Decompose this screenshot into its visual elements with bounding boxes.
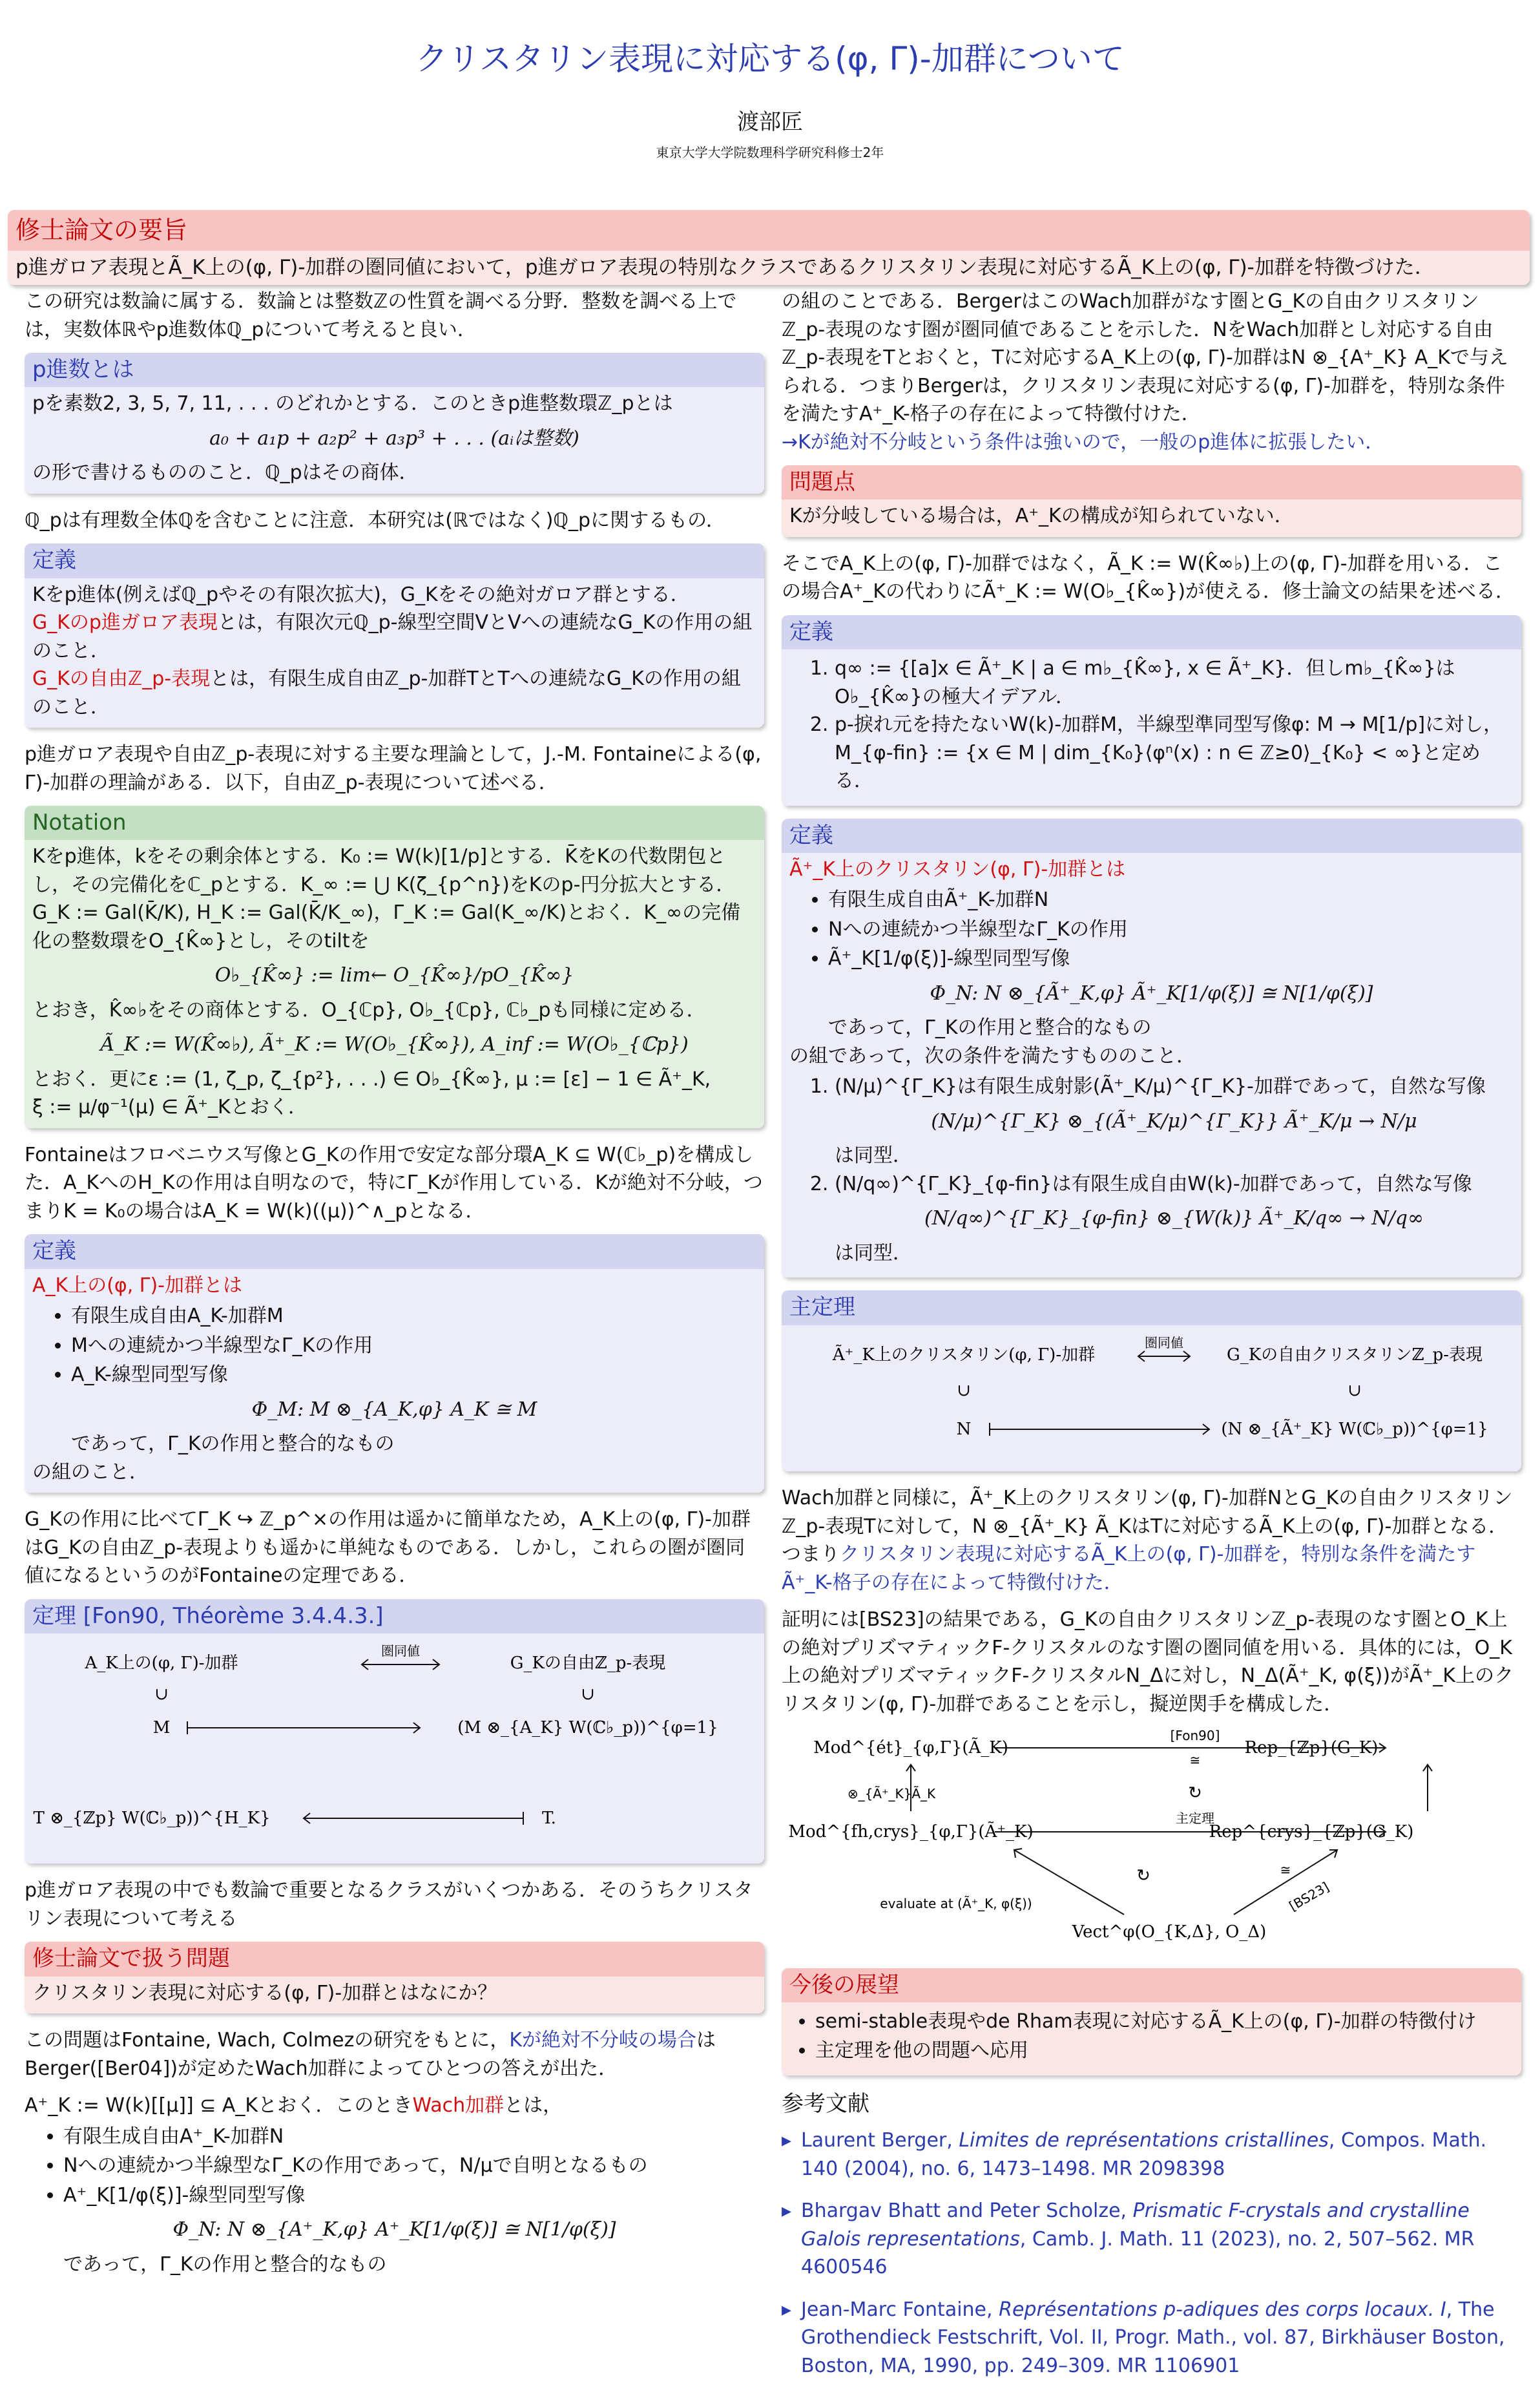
padic-line2: の形で書けるもののこと．ℚ_pはその商体． [32,461,419,485]
list-item: • Nへの連続かつ半線型なΓ_Kの作用であって，N/μで自明となるもの [63,2152,764,2180]
reference-authors: Laurent Berger, [801,2129,959,2152]
thm-ni-left: ∪ [154,1684,169,1704]
definition-block-2 [25,1234,764,1493]
result-text-highlight: クリスタリン表現に対応するÃ_K上の(φ, Γ)-加群を，特別な条件を満たすÃ⁺_K-格子の存在によって特徴付けた． [782,1543,1476,1594]
references-heading: 参考文献 [782,2090,869,2117]
berger-text-body: の組のことである．BergerはこのWach加群がなす圏とG_Kの自由クリスタリンℤ_p-表現のなす圏が圏同値であることを示した．NをWach加群とし対応する自由ℤ_p-表現をTとおくと，Tに対応するA_K上の(φ, Γ)-加群はN ⊗_{A⁺_K} A_Kで与えられる．つまりBergerは，クリスタリン表現に対応する(φ, Γ)-加群を，特別な条件を満たすA⁺_K-格子の存在によって特徴付けた． [782,290,1508,425]
diagram-fon-label: [Fon90] [1170,1728,1220,1744]
padic-block [25,353,764,494]
thm-arrow-label: 圏同値 [381,1643,420,1659]
def2-list [32,1302,756,1389]
approach-text: そこでA_K上の(φ, Γ)-加群ではなく，Ã_K := W(K̂∞♭)上の(φ, Γ)-加群を用いる．この場合A⁺_Kの代わりにÃ⁺_K := W(O♭_{K̂∞})が使える．修士論文の結果を述べる． [782,552,1515,604]
def3-list [789,655,1514,795]
list-item: • 有限生成自由Ã⁺_K-加群N [828,886,1514,914]
list-item: • 有限生成自由A_K-加群M [71,1302,756,1330]
left-column [25,288,764,2278]
author: 渡部匠 [737,109,803,135]
main-theorem-heading: 主定理 [782,1290,1521,1325]
reference-title: Limites de représentations cristallines [959,2129,1329,2152]
future-heading: 今後の展望 [782,1968,1521,2002]
main-right-top: G_Kの自由クリスタリンℤ_p-表現 [1226,1345,1483,1365]
frobenius-text: Fontaineはフロベニウス写像とG_Kの作用で安定な部分環A_K ⊆ W(ℂ♭_p)を構成した．A_KへのH_Kの作用は自明なので，特にΓ_Kが作用している．Kが絶対不分岐，つまりK = K₀の場合はA_K = W(k)((μ))^∧_pとなる． [25,1143,763,1223]
result-text-body: Wach加群と同様に，Ã⁺_K上のクリスタリン(φ, Γ)-加群NとG_Kの自由クリスタリンℤ_p-表現Tに対して，N ⊗_{Ã⁺_K} Ã_KはTに対応するÃ_K上の(φ, Γ)-加群となる．つまり [782,1487,1513,1566]
def4-equation: Φ_N: N ⊗_{Ã⁺_K,φ} Ã⁺_K[1/φ(ξ)] ≅ N[1/φ(ξ)] [930,982,1373,1005]
summary-body: p進ガロア表現とÃ_K上の(φ, Γ)-加群の圏同値において，p進ガロア表現の特別なクラスであるクリスタリン表現に対応するÃ_K上の(φ, Γ)-加群を特徴づけた． [8,251,1530,285]
wach-equation: Φ_N: N ⊗_{A⁺_K,φ} A⁺_K[1/φ(ξ)] ≅ N[1/φ(ξ)] [172,2218,616,2242]
def2-lead: A_K上の(φ, Γ)-加群とは [32,1274,243,1297]
thm-left-top: A_K上の(φ, Γ)-加群 [85,1653,238,1673]
def2-tail2: の組のこと． [32,1460,149,1484]
wach-tail: であって，Γ_Kの作用と整合的なもの [63,2252,387,2276]
list-item: • semi-stable表現やde Rham表現に対応するÃ_K上の(φ, Γ)-加群の特徴付け [815,2008,1514,2036]
reference-item [782,2126,1521,2183]
qp-note: ℚ_pは有理数全体ℚを含むことに注意．本研究は(ℝではなく)ℚ_pに関するもの． [25,509,725,532]
list-item: • 主定理を他の問題へ応用 [815,2037,1514,2065]
galois-rep-term: G_Kのp進ガロア表現 [32,611,218,635]
berger-text-highlight: →Kが絶対不分岐という条件は強いので，一般のp進体に拡張したい． [782,430,1385,454]
issue-body: Kが分岐している場合は，A⁺_Kの構成が知られていない． [782,499,1521,537]
reference-rest: , Camb. J. Math. 11 (2023), no. 2, 507–562. MR 4600546 [801,2227,1475,2279]
diagram-rep: Rep_{ℤp}(G_K) [1244,1738,1379,1758]
definition-heading-4: 定義 [782,819,1521,853]
notation-eq1: O♭_{K̂∞} := lim← O_{K̂∞}/pO_{K̂∞} [214,964,574,987]
list-item: • 有限生成自由A⁺_K-加群N [63,2123,764,2151]
theorem-heading: 定理 [Fon90, Théorème 3.4.4.3.] [25,1599,764,1633]
def1-line3-rest: とは，有限生成自由ℤ_p-加群TとTへの連続なG_Kの作用の組のこと． [32,667,741,719]
diagram-mod-et: Mod^{ét}_{φ,Γ}(Ã_K) [813,1738,1008,1758]
wach-def-a: A⁺_K := W(k)[[μ]] ⊆ A_Kとおく．このとき [25,2094,413,2117]
reference-item [782,2296,1521,2380]
reference-title: Prismatic F-crystals and crystalline Galois representations [801,2200,1470,2251]
def2-equation: Φ_M: M ⊗_{A_K,φ} A_K ≅ M [251,1398,537,1421]
list-item: • Nへの連続かつ半線型なΓ_Kの作用 [828,916,1514,944]
notation-para2: とおき，K̂∞♭をその商体とする．O_{ℂp}, O♭_{ℂp}, ℂ♭_pも同様に定める． [32,998,706,1022]
padic-equation: a₀ + a₁p + a₂p² + a₃p³ + . . . (aᵢは整数) [209,426,579,450]
wach-def-lead [25,2092,764,2120]
definition-block-3 [782,615,1521,806]
diagram-commute-top: ↻ [1188,1783,1202,1803]
notation-para1: Kをp進体，kをその剰余体とする．K₀ := W(k)[1/p]とする．K̄をKの代数閉包とし，その完備化をℂ_pとする．K_∞ := ⋃ K(ζ_{p^n})をKのp-円分拡大とする．G_K := Gal(K̄/K), H_K := Gal(K̄/K_∞)，Γ_K := Gal(K_∞/K)とおく．K_∞の完備化の整数環をO_{K̂∞}とし，そのtiltを [32,845,741,952]
page-title: クリスタリン表現に対応する(φ, Γ)-加群について [415,40,1125,78]
list-item: • Mへの連続かつ半線型なΓ_Kの作用 [71,1332,756,1360]
main-arrow-label: 圏同値 [1145,1334,1183,1350]
diagram-vect: Vect^φ(O_{K,Δ}, O_Δ) [1072,1922,1267,1942]
right-column [782,288,1521,2394]
issue-heading: 問題点 [782,465,1521,499]
wach-intro-1: この問題はFontaine, Wach, Colmezの研究をもとに， [25,2029,510,2052]
diagram-eval-label: evaluate at (Ã⁺_K, φ(ξ)) [880,1896,1032,1912]
definition-heading-3: 定義 [782,615,1521,649]
notation-para4: ξ := μ/φ⁻¹(μ) ∈ Ã⁺_Kとおく． [32,1096,308,1119]
problem-block [25,1942,764,2013]
wach-module-term: Wach加群 [412,2094,505,2117]
main-ni-right: ∪ [1348,1380,1362,1400]
thm-left-bot: (T ⊗_{ℤp} W(ℂ♭_p))^{H_K} [32,1808,271,1828]
def1-line3 [32,665,756,721]
free-rep-term: G_Kの自由ℤ_p-表現 [32,667,211,691]
list-item: • A⁺_K[1/φ(ξ)]-線型同型写像 [63,2181,764,2210]
diagram-cong-bs: ≅ [1280,1862,1291,1878]
future-block [782,1968,1521,2075]
berger-text [782,288,1521,456]
wach-intro [25,2026,764,2083]
cond2-tail: は同型． [835,1241,912,1265]
wach-list [25,2123,764,2210]
main-theorem-block [782,1290,1521,1471]
definition-heading-1: 定義 [25,543,764,578]
affiliation: 東京大学大学院数理科学研究科修士2年 [656,145,884,160]
main-theorem-diagram [789,1328,1513,1457]
def1-line1: Kをp進体(例えばℚ_pやその有限次拡大)，G_Kをその絶対ガロア群とする． [32,583,690,606]
proof-diagram [782,1727,1521,1947]
diagram-bs-label: [BS23] [1286,1878,1332,1915]
cond1-text: 1. (N/μ)^{Γ_K}は有限生成射影(Ã⁺_K/μ)^{Γ_K}-加群であって，自然な写像 [835,1075,1486,1098]
problem-body: クリスタリン表現に対応する(φ, Γ)-加群とはなにか？ [25,1977,764,2014]
padic-line1: pを素数2, 3, 5, 7, 11, . . . のどれかとする．このときp進整数環ℤ_pとは [32,392,673,415]
summary-block [8,210,1530,285]
def4-lead: Ã⁺_K上のクリスタリン(φ, Γ)-加群とは [789,857,1126,881]
cond1-equation: (N/μ)^{Γ_K} ⊗_{(Ã⁺_K/μ)^{Γ_K}} Ã⁺_K/μ → N/μ [931,1109,1417,1133]
list-item: • A_K-線型同型写像 [71,1361,756,1389]
thm-left-mid: M [152,1717,171,1738]
summary-heading: 修士論文の要旨 [8,210,1530,251]
definition-heading-2: 定義 [25,1234,764,1268]
list-item: • Ã⁺_K[1/φ(ξ)]-線型同型写像 [828,945,1514,973]
reference-bullet-icon: ▸ [782,2129,792,2152]
def1-line2 [32,609,756,665]
notation-block [25,806,764,1128]
compare-text: G_Kの作用に比べてΓ_K ↪ ℤ_p^×の作用は遥かに簡単なため，A_K上の(φ, Γ)-加群はG_Kの自由ℤ_p-表現よりも遥かに単純なものである．しかし，これらの圏が圏同値になるというのがFontaineの定理である． [25,1508,751,1588]
reference-authors: Bhargav Bhatt and Peter Scholze, [801,2200,1133,2223]
notation-para3: とおく．更にε := (1, ζ_p, ζ_{p²}, . . .) ∈ O♭_{K̂∞}, μ := [ε] − 1 ∈ Ã⁺_K, [32,1067,711,1091]
fontaine-intro: p進ガロア表現や自由ℤ_p-表現に対する主要な理論として，J.-M. Fontaineによる(φ, Γ)-加群の理論がある．以下，自由ℤ_p-表現について述べる． [25,743,762,794]
intro-text: この研究は数論に属する．数論とは整数ℤの性質を調べる分野．整数を調べる上では，実数体ℝやp進数体ℚ_pについて考えると良い． [25,290,737,341]
problem-heading: 修士論文で扱う問題 [25,1942,764,1976]
proof-text: 証明には[BS23]の結果である，G_Kの自由クリスタリンℤ_p-表現のなす圏とO_K上の絶対プリズマティックF-クリスタルのなす圏の圏同値を用いる．具体的には，O_K上の絶対プリズマティックF-クリスタルN_Δに対し，N_Δ(Ã⁺_K, φ(ξ))がÃ⁺_K上のクリスタリン(φ, Γ)-加群であることを示し，擬逆関手を構成した． [782,1608,1514,1716]
main-ni-left: ∪ [957,1380,971,1400]
def4-tail1: であって，Γ_Kの作用と整合的なもの [828,1016,1152,1040]
reference-authors: Jean-Marc Fontaine, [801,2298,999,2321]
def2-tail1: であって，Γ_Kの作用と整合的なもの [71,1433,395,1456]
list-item: 2. p-捩れ元を持たないW(k)-加群M，半線型準同型写像φ: M → M[1/p]に対し，M_{φ-fin} := {x ∈ M | dim_{K₀}⟨φⁿ(x) : n ∈ ℤ≥0⟩_{K₀} < ∞}と定める． [835,711,1514,795]
definition-block-1 [25,543,764,728]
def1-line2-rest: とは，有限次元ℚ_p-線型空間VとVへの連続なG_Kの作用の組のこと． [32,611,753,662]
reference-title: Représentations p-adiques des corps locaux. I [999,2298,1446,2321]
cond2-text: 2. (N/q∞)^{Γ_K}_{φ-fin}は有限生成自由W(k)-加群であって，自然な写像 [835,1172,1472,1195]
def4-tail2: の組であって，次の条件を満たすもののこと． [789,1044,1196,1067]
result-text [782,1484,1521,1597]
reference-item [782,2197,1521,2282]
cond1-tail: は同型． [835,1144,912,1168]
condition-item [835,1170,1514,1268]
list-item: 1. q∞ := {[a]x ∈ Ã⁺_K | a ∈ m♭_{K̂∞}, x ∈ Ã⁺_K}．但しm♭_{K̂∞}はO♭_{K̂∞}の極大イデアル． [835,655,1514,711]
definition-block-4 [782,819,1521,1278]
condition-item [835,1073,1514,1170]
padic-heading: p進数とは [25,353,764,387]
diagram-commute-bot: ↻ [1136,1866,1150,1886]
issue-block [782,465,1521,537]
def4-list [789,886,1514,973]
reference-rest: , The Grothendieck Festschrift, Vol. II, Progr. Math., vol. 87, Birkhäuser Boston, Boston, MA, 1990, pp. 249–309. MR 1106901 [801,2298,1505,2377]
diagram-rep-crys: Rep^{crys}_{ℤp}(G_K) [1209,1822,1414,1842]
notation-heading: Notation [25,806,764,840]
reference-bullet-icon: ▸ [782,2200,792,2223]
cond2-equation: (N/q∞)^{Γ_K}_{φ-fin} ⊗_{W(k)} Ã⁺_K/q∞ → N/q∞ [924,1207,1424,1230]
main-right-mid: (N ⊗_{Ã⁺_K} W(ℂ♭_p))^{φ=1} [1221,1419,1488,1439]
wach-intro-highlight: Kが絶対不分岐の場合 [509,2029,697,2052]
notation-eq2: Ã_K := W(K̂∞♭), Ã⁺_K := W(O♭_{K̂∞}), A_inf := W(O♭_{ℂp}) [100,1033,689,1056]
thm-ni-right: ∪ [581,1684,595,1704]
main-left-mid: N [956,1419,972,1439]
wach-intro-2: はBerger([Ber04])が定めたWach加群によってひとつの答えが出た． [25,2029,716,2080]
theorem-block [25,1599,764,1864]
classes-text: p進ガロア表現の中でも数論で重要となるクラスがいくつかある．そのうちクリスタリン表現について考える [25,1879,753,1930]
diagram-mod-fh: Mod^{fh,crys}_{φ,Γ}(Ã⁺_K) [788,1822,1034,1842]
future-list [789,2008,1514,2065]
main-left-top: Ã⁺_K上のクリスタリン(φ, Γ)-加群 [832,1345,1096,1365]
wach-def-b: とは， [504,2094,563,2117]
thm-right-bot: T. [542,1808,556,1828]
reference-rest: , Compos. Math. 140 (2004), no. 6, 1473–1498. MR 2098398 [801,2129,1487,2180]
diagram-cong-top: ≅ [1189,1752,1201,1769]
fontaine-equivalence-diagram [32,1636,756,1849]
def4-conditions [789,1073,1514,1267]
diagram-main-label: 主定理 [1176,1811,1214,1827]
diagram-tensor-label: ⊗_{Ã⁺_K}Ã_K [847,1786,936,1802]
thm-right-mid: (M ⊗_{A_K} W(ℂ♭_p))^{φ=1} [457,1717,718,1738]
reference-bullet-icon: ▸ [782,2298,792,2321]
thm-right-top: G_Kの自由ℤ_p-表現 [510,1653,666,1673]
